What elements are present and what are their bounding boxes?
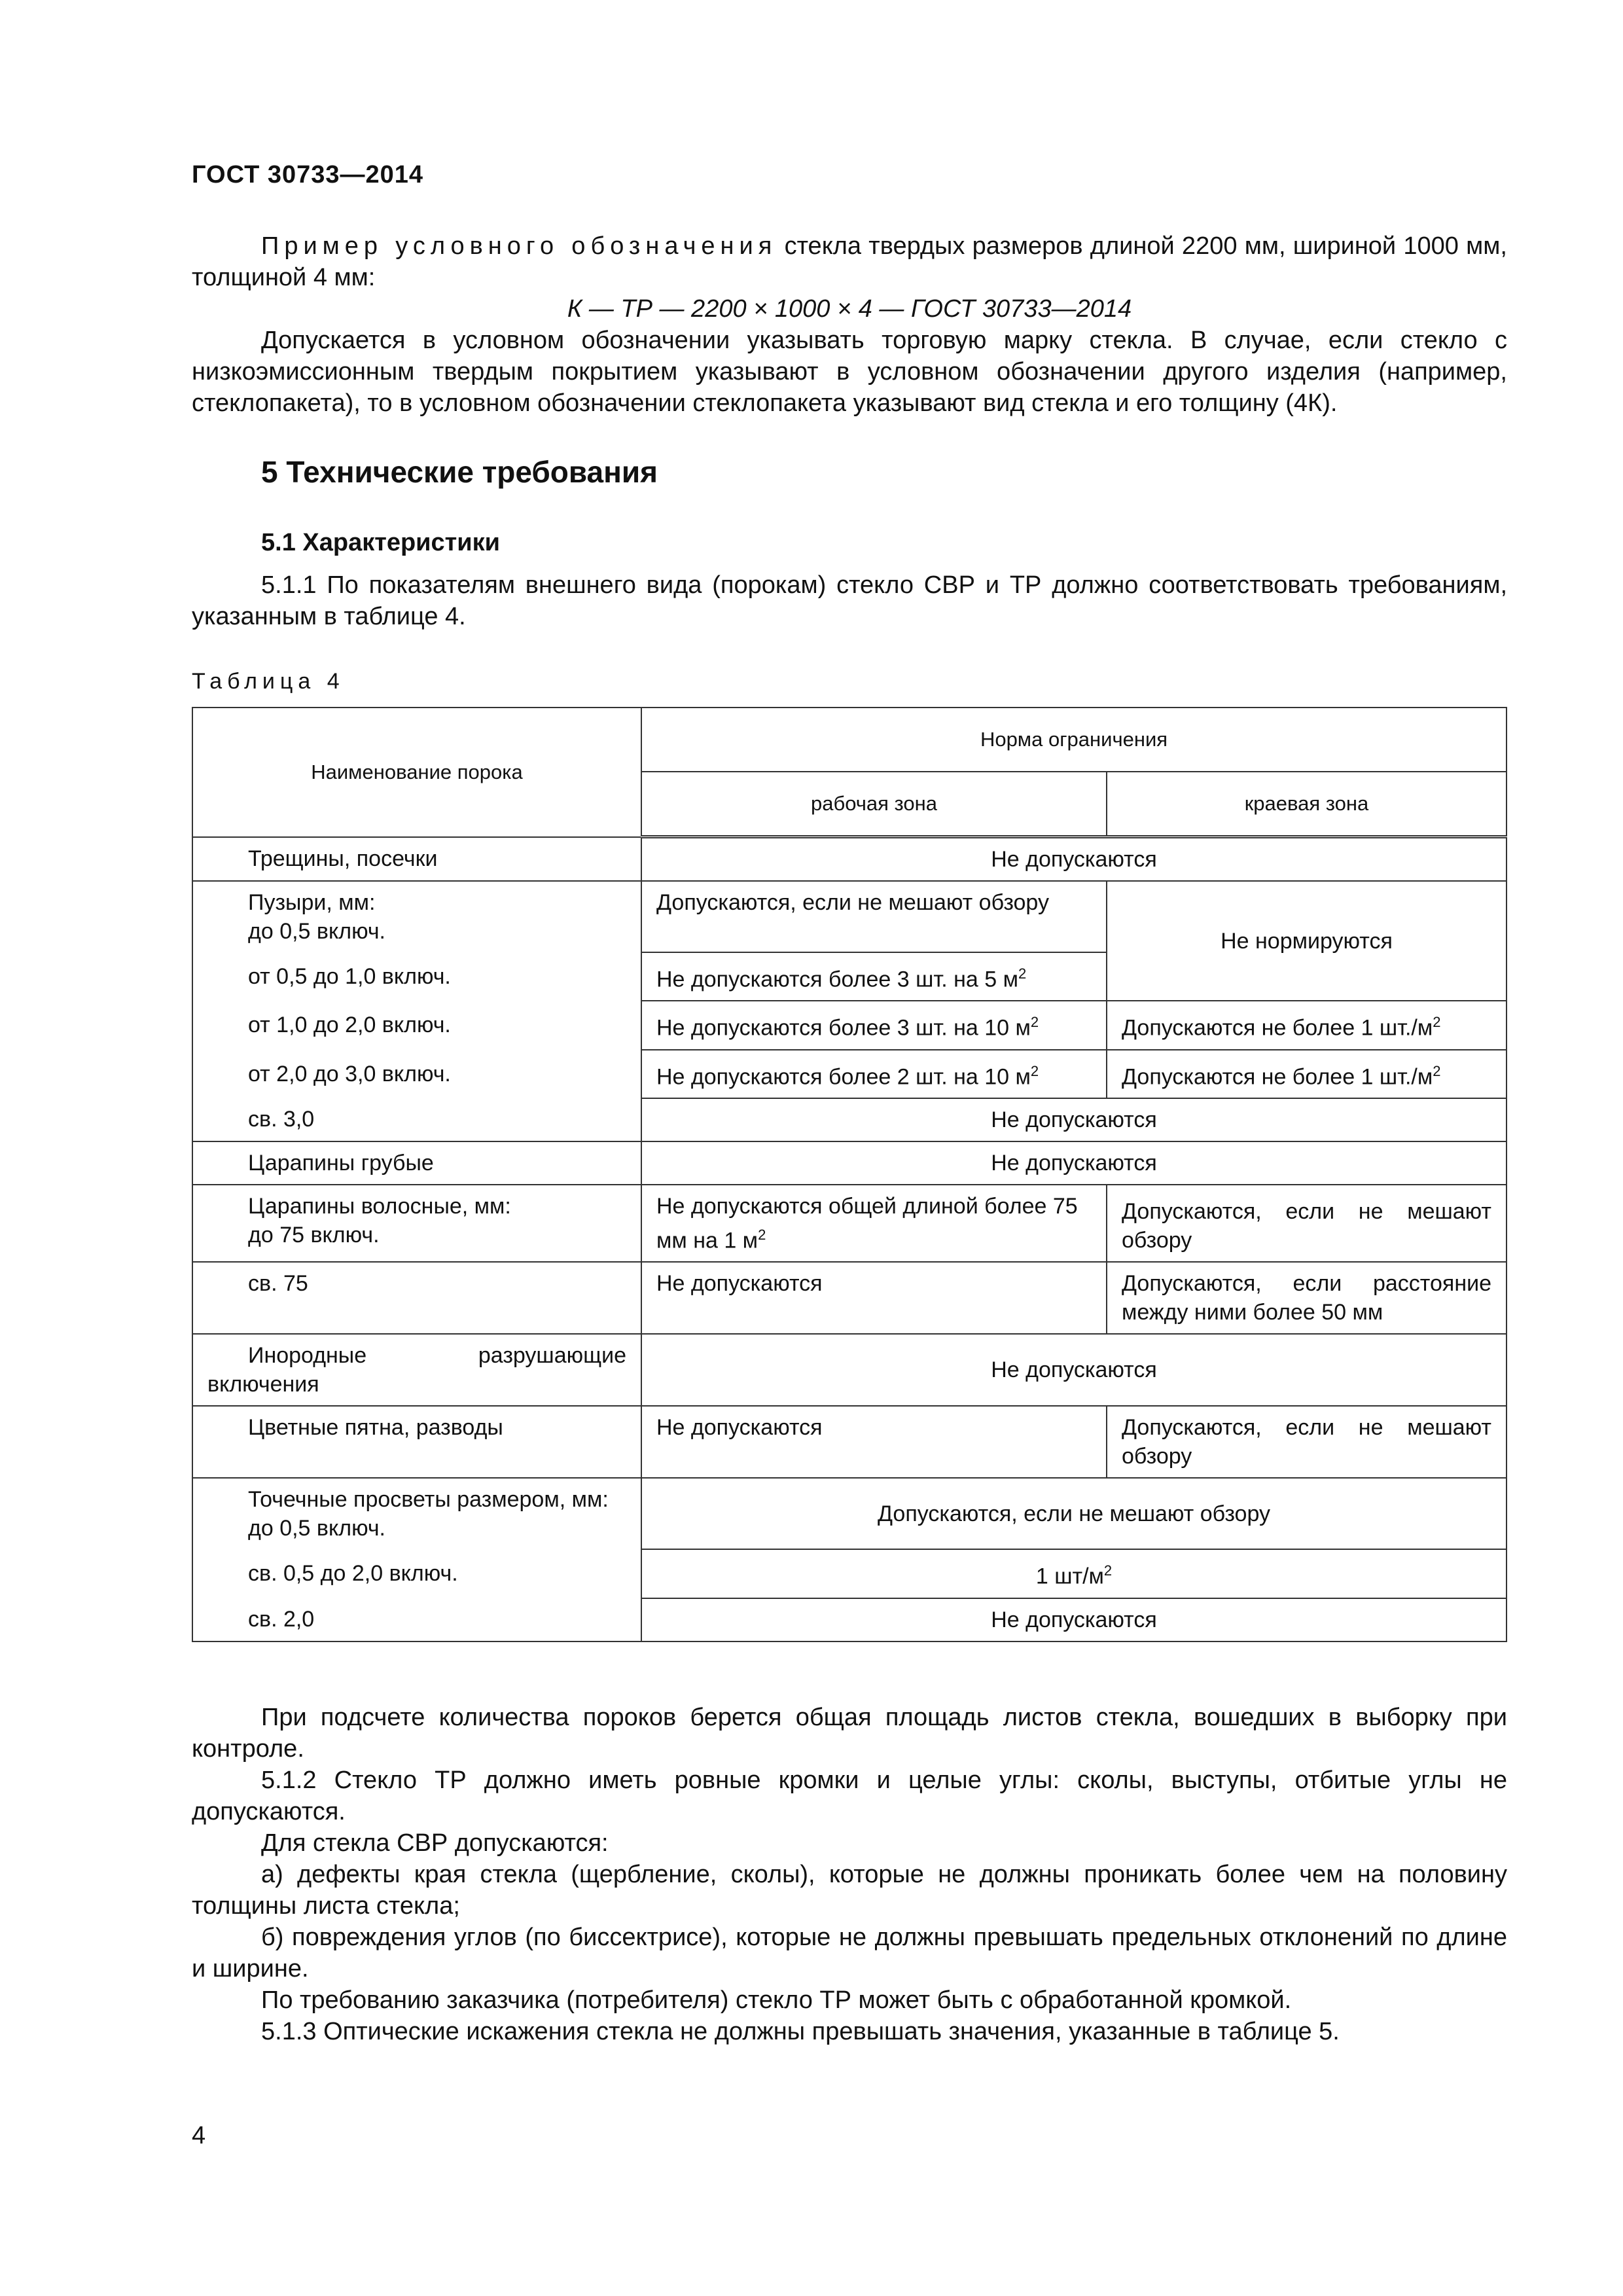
cell-defect: св. 0,5 до 2,0 включ. [192, 1549, 641, 1598]
cell-defect: от 1,0 до 2,0 включ. [192, 1001, 641, 1049]
table-row [192, 1050, 1507, 1098]
example-text: стекла твердых размеров длиной 2200 мм, шириной 1000 мм, толщиной 4 мм: [192, 232, 1507, 291]
cell-defect: Цветные пятна, разводы [192, 1406, 641, 1478]
cell-edge: Допускаются, если не мешают обзору [1107, 1185, 1507, 1262]
table-row [192, 1406, 1507, 1478]
header-norm-group: Норма ограничения [641, 708, 1507, 772]
cell-value: 1 $шт/м^2$ [641, 1549, 1507, 1598]
table-row [192, 1598, 1507, 1641]
list-item-a: а) дефекты края стекла (щербление, сколы), которые не должны проникать более чем на половину толщины листа стекла; [192, 1861, 1507, 1920]
cell-defect: св. 2,0 [192, 1598, 641, 1641]
header-work-zone: рабочая зона [641, 772, 1107, 837]
paragraph: По требованию заказчика (потребителя) стекло ТР может быть с обработанной кромкой. [261, 1986, 1292, 2014]
cell-value: Не допускаются [641, 1098, 1507, 1141]
defect-group-label: Точечные просветы размером, мм: [248, 1487, 609, 1513]
cell-value: Допускаются, если не мешают обзору [641, 1478, 1507, 1549]
paragraph: При подсчете количества пороков берется общая площадь листов стекла, вошедших в выборку при контроле. [192, 1704, 1507, 1763]
table-row [192, 1478, 1507, 1549]
cell-value: Не допускаются [641, 837, 1507, 882]
table-row [192, 1098, 1507, 1141]
cell-edge: Допускаются не более 1 $шт./м^2$ [1107, 1050, 1507, 1098]
designation-formula: К — ТР — 2200 × 1000 × 4 — ГОСТ 30733—2014 [567, 295, 1132, 323]
subsection-title: 5.1 Характеристики [261, 529, 501, 556]
cell-defect: от 0,5 до 1,0 включ. [192, 952, 641, 1001]
cell-defect: Царапины грубые [192, 1141, 641, 1185]
table-row [192, 1141, 1507, 1185]
cell-value: Не допускаются [641, 1141, 1507, 1185]
cell-defect [192, 1478, 641, 1549]
example-label: Пример условного обозначения [261, 232, 777, 260]
cell-edge: Допускаются, если не мешают обзору [1107, 1406, 1507, 1478]
para-5-1-1-block [192, 569, 1507, 632]
defect-group-label: Царапины волосные, мм: [248, 1193, 511, 1219]
cell-defect: Трещины, посечки [192, 837, 641, 882]
table-row [192, 1334, 1507, 1406]
document-header: ГОСТ 30733—2014 [192, 161, 424, 188]
para-5-1-1: 5.1.1 По показателям внешнего вида (порокам) стекло СВР и ТР должно соответствовать требованиям, указанным в таблице 4. [192, 571, 1507, 630]
cell-work: Допускаются, если не мешают обзору [641, 881, 1107, 952]
table-row [192, 1262, 1507, 1334]
table-row [192, 837, 1507, 882]
page-number: 4 [192, 2122, 206, 2149]
cell-work: Не допускаются более 3 шт. на 10 $м^2$ [641, 1001, 1107, 1049]
defect-subrow-label: до 0,5 включ. [248, 1516, 385, 1541]
cell-defect: от 2,0 до 3,0 включ. [192, 1050, 641, 1098]
intro-block [192, 230, 1507, 419]
cell-edge: Не нормируются [1107, 881, 1507, 1001]
cell-defect: Инородные разрушающие включения [192, 1334, 641, 1406]
cell-edge: Допускаются не более 1 $шт./м^2$ [1107, 1001, 1507, 1049]
header-edge-zone: краевая зона [1107, 772, 1507, 837]
para-5-1-3: 5.1.3 Оптические искажения стекла не должны превышать значения, указанные в таблице 5. [261, 2018, 1340, 2045]
cell-edge: Допускаются, если расстояние между ними более 50 мм [1107, 1262, 1507, 1334]
designation-note: Допускается в условном обозначении указывать торговую марку стекла. В случае, если стекло с низкоэмиссионным твердым покрытием указывают в условном обозначении другого изделия (например, стеклопакета), то в условном обозначении стеклопакета указывают вид стекла и его толщину (4К). [192, 327, 1507, 417]
cell-value: Не допускаются [641, 1598, 1507, 1641]
cell-work: Не допускаются [641, 1406, 1107, 1478]
table-row [192, 1549, 1507, 1598]
defect-subrow-label: до 75 включ. [248, 1222, 380, 1247]
defect-group-label: Пузыри, мм: [248, 890, 376, 915]
cell-work: Не допускаются более 2 шт. на 10 $м^2$ [641, 1050, 1107, 1098]
after-table-block [192, 1702, 1507, 2047]
header-defect-name: Наименование порока [192, 708, 641, 837]
cell-defect: св. 75 [192, 1262, 641, 1334]
cell-work: Не допускаются общей длиной более 75 мм на 1 $м^2$ [641, 1185, 1107, 1262]
cell-value: Не допускаются [641, 1334, 1507, 1406]
cell-defect [192, 881, 641, 952]
table-row [192, 1001, 1507, 1049]
table-label: Таблица 4 [192, 669, 345, 694]
cell-defect: св. 3,0 [192, 1098, 641, 1141]
section-title: 5 Технические требования [261, 455, 658, 489]
paragraph: Для стекла СВР допускаются: [261, 1829, 609, 1857]
example-paragraph [192, 230, 1507, 293]
para-5-1-2: 5.1.2 Стекло ТР должно иметь ровные кромки и целые углы: сколы, выступы, отбитые углы не допускаются. [192, 1767, 1507, 1825]
defect-subrow-label: до 0,5 включ. [248, 919, 385, 944]
defects-table [192, 707, 1507, 1642]
list-item-b: б) повреждения углов (по биссектрисе), которые не должны превышать предельных отклонений по длине и ширине. [192, 1924, 1507, 1982]
table-row [192, 881, 1507, 952]
cell-defect [192, 1185, 641, 1262]
cell-work: Не допускаются более 3 шт. на 5 $м^2$ [641, 952, 1107, 1001]
cell-work: Не допускаются [641, 1262, 1107, 1334]
table-row [192, 1185, 1507, 1262]
